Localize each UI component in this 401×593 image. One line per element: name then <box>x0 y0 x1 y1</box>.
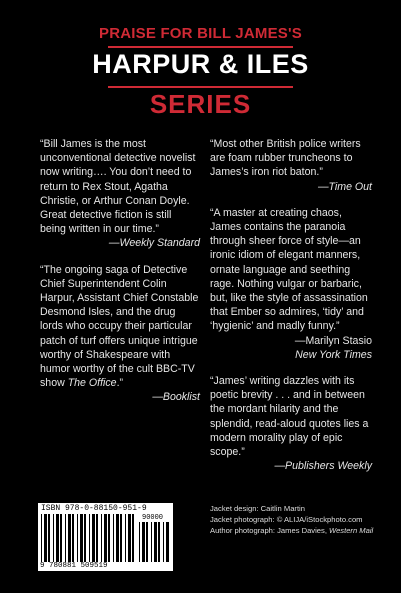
price-code: 90000 <box>142 514 164 522</box>
series-subtitle: SERIES <box>149 89 252 119</box>
barcode-bars-icon <box>41 514 137 562</box>
quote-time-out: “Most other British police writers are foam rubber truncheons to James’s iron riot baton.” <box>210 138 361 179</box>
source-new-york-times: New York Times <box>295 348 372 361</box>
credit-author-photo: Author photograph: James Davies, Western Mail <box>210 526 374 535</box>
quote-publishers-weekly: “James’ writing dazzles with its poetic brevity . . . and in between the mordant hilarity and the splendid, read-aloud quotes lies a modern morality play of epic scope.” <box>210 375 369 459</box>
source-weekly-standard: —Weekly Standard <box>108 237 200 250</box>
left-quote-column <box>40 137 200 405</box>
series-title: HARPUR & ILES <box>92 49 309 79</box>
source-booklist: —Booklist <box>152 391 200 404</box>
price-barcode-icon <box>139 522 170 562</box>
quote-weekly-standard: “Bill James is the most unconventional detective novelist now writing…. You don’t need to return to Rex Stout, Agatha Christie, or Arthur Conan Doyle. Great detective fiction is still being written in our time.” <box>40 138 196 236</box>
bottom-rule <box>108 86 293 88</box>
isbn-barcode <box>38 503 173 571</box>
credit-jacket-photo: Jacket photograph: © ALIJA/iStockphoto.com <box>210 515 363 524</box>
right-quote-column <box>210 137 372 473</box>
praise-heading: PRAISE FOR BILL JAMES'S <box>99 25 302 42</box>
source-marilyn-stasio: —Marilyn Stasio <box>294 334 372 347</box>
source-publishers-weekly: —Publishers Weekly <box>274 460 372 473</box>
jacket-credits <box>210 503 390 536</box>
top-rule <box>108 46 293 48</box>
source-time-out: —Time Out <box>317 180 372 193</box>
ean-digits: 9 780881 509519 <box>40 562 108 570</box>
quote-booklist: “The ongoing saga of Detective Chief Superintendent Colin Harpur, Assistant Chief Constable Desmond Isles, and the drug lords who occupy their particular patch of turf offers unique intrigue worthy of Shakespeare with humor worthy of the cult BBC-TV show The Office.” <box>40 263 199 390</box>
isbn-number: ISBN 978-0-88150-951-9 <box>41 504 147 513</box>
credit-jacket-design: Jacket design: Caitlin Martin <box>210 504 305 513</box>
quote-marilyn-stasio: “A master at creating chaos, James contains the paranoia through sheer force of style—an ironic idiom of elegant manners, ornate language and seething rage. Nothing vulgar or barbaric, but, like the style of assassination that Ember so admires, ‘tidy’ and ‘hygienic’ and madly funny.” <box>210 206 368 333</box>
